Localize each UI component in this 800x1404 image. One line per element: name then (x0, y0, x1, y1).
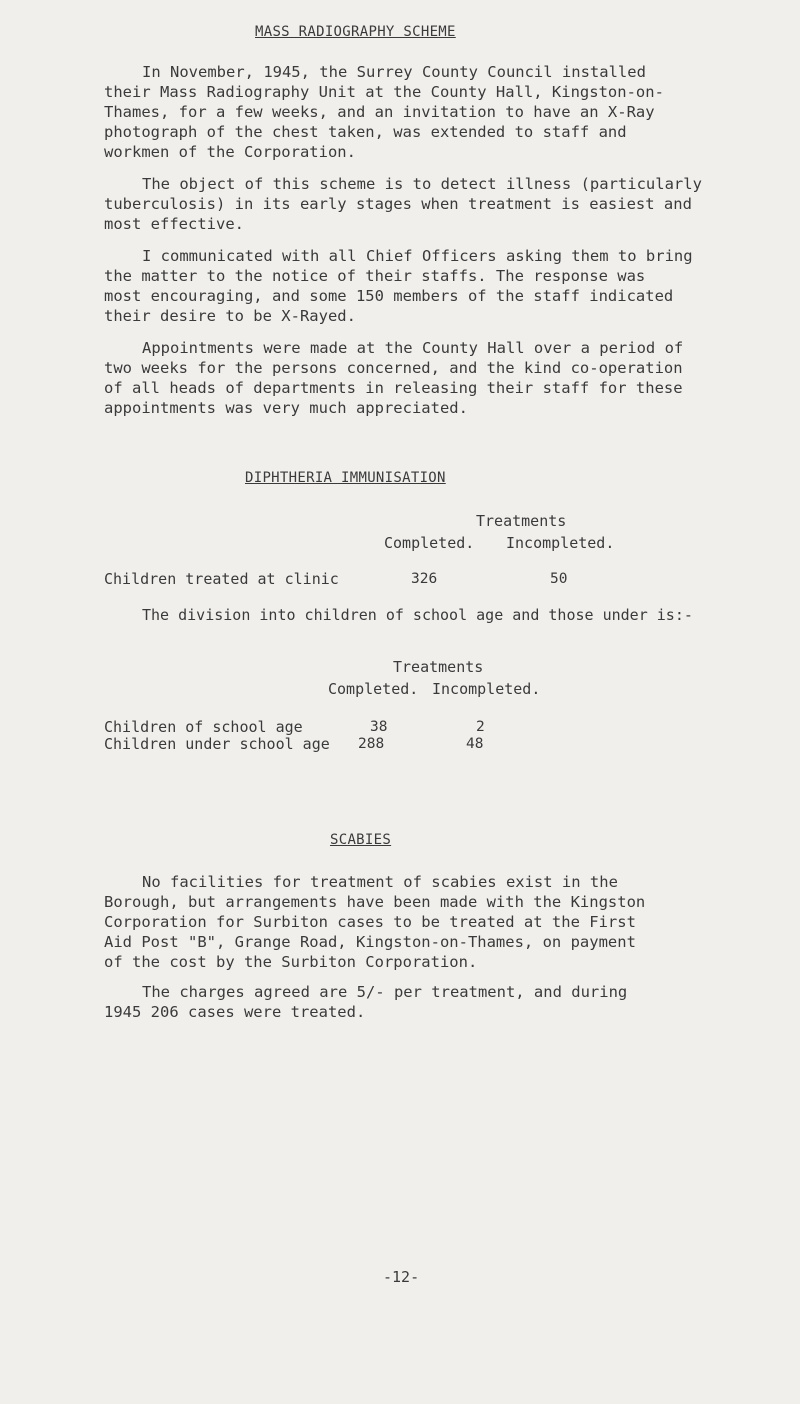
text-line: appointments was very much appreciated. (104, 399, 468, 417)
heading-scabies: SCABIES (330, 832, 392, 848)
row-label: Children under school age (104, 735, 330, 753)
text-line: I communicated with all Chief Officers asking them to bring (142, 247, 693, 265)
text-line: workmen of the Corporation. (104, 143, 356, 161)
page-number: -12- (383, 1268, 420, 1286)
row-label: Children treated at clinic (104, 570, 339, 588)
paragraph-radiography-appointments (104, 338, 764, 418)
text-line: of all heads of departments in releasing their staff for these (104, 379, 683, 397)
text-line: the matter to the notice of their staffs. The response was (104, 267, 646, 285)
paragraph-radiography-officers (104, 246, 764, 326)
text-line: Corporation for Surbiton cases to be treated at the First (104, 913, 636, 931)
heading-diphtheria-immunisation: DIPHTHERIA IMMUNISATION (245, 470, 446, 486)
column-header-incompleted: Incompleted. (506, 534, 615, 552)
table-group-header: Treatments (393, 658, 484, 676)
text-line: tuberculosis) in its early stages when treatment is easiest and (104, 195, 692, 213)
text-line: most effective. (104, 215, 244, 233)
text-line: In November, 1945, the Surrey County Council installed (142, 63, 646, 81)
table-group-header: Treatments (476, 512, 567, 530)
text-line: two weeks for the persons concerned, and the kind co-operation (104, 359, 683, 377)
paragraph-scabies-facilities (104, 872, 764, 972)
value-incompleted: 2 (476, 719, 485, 735)
column-header-incompleted: Incompleted. (432, 680, 541, 698)
text-line: Appointments were made at the County Hall over a period of (142, 339, 684, 357)
text-line: Thames, for a few weeks, and an invitation to have an X-Ray (104, 103, 655, 121)
text-line: most encouraging, and some 150 members of the staff indicated (104, 287, 674, 305)
text-line: Aid Post "B", Grange Road, Kingston-on-Thames, on payment (104, 933, 636, 951)
value-completed: 288 (358, 736, 385, 752)
row-label: Children of school age (104, 718, 303, 736)
column-header-completed: Completed. (328, 680, 419, 698)
value-completed: 38 (370, 719, 388, 735)
text-line: The object of this scheme is to detect illness (particularly (142, 175, 702, 193)
value-incompleted: 48 (466, 736, 484, 752)
value-incompleted: 50 (550, 571, 568, 587)
heading-mass-radiography: MASS RADIOGRAPHY SCHEME (255, 24, 456, 40)
text-line: No facilities for treatment of scabies exist in the (142, 873, 618, 891)
division-text: The division into children of school age and those under is:- (142, 606, 693, 624)
text-line: 1945 206 cases were treated. (104, 1003, 366, 1021)
value-completed: 326 (411, 571, 438, 587)
text-line: photograph of the chest taken, was extended to staff and (104, 123, 627, 141)
paragraph-scabies-charges (104, 982, 764, 1022)
text-line: their Mass Radiography Unit at the County Hall, Kingston-on- (104, 83, 664, 101)
column-header-completed: Completed. (384, 534, 475, 552)
paragraph-radiography-object (104, 174, 764, 234)
text-line: Borough, but arrangements have been made with the Kingston (104, 893, 646, 911)
text-line: The charges agreed are 5/- per treatment, and during (142, 983, 628, 1001)
text-line: their desire to be X-Rayed. (104, 307, 356, 325)
paragraph-radiography-intro (104, 62, 764, 162)
text-line: of the cost by the Surbiton Corporation. (104, 953, 478, 971)
